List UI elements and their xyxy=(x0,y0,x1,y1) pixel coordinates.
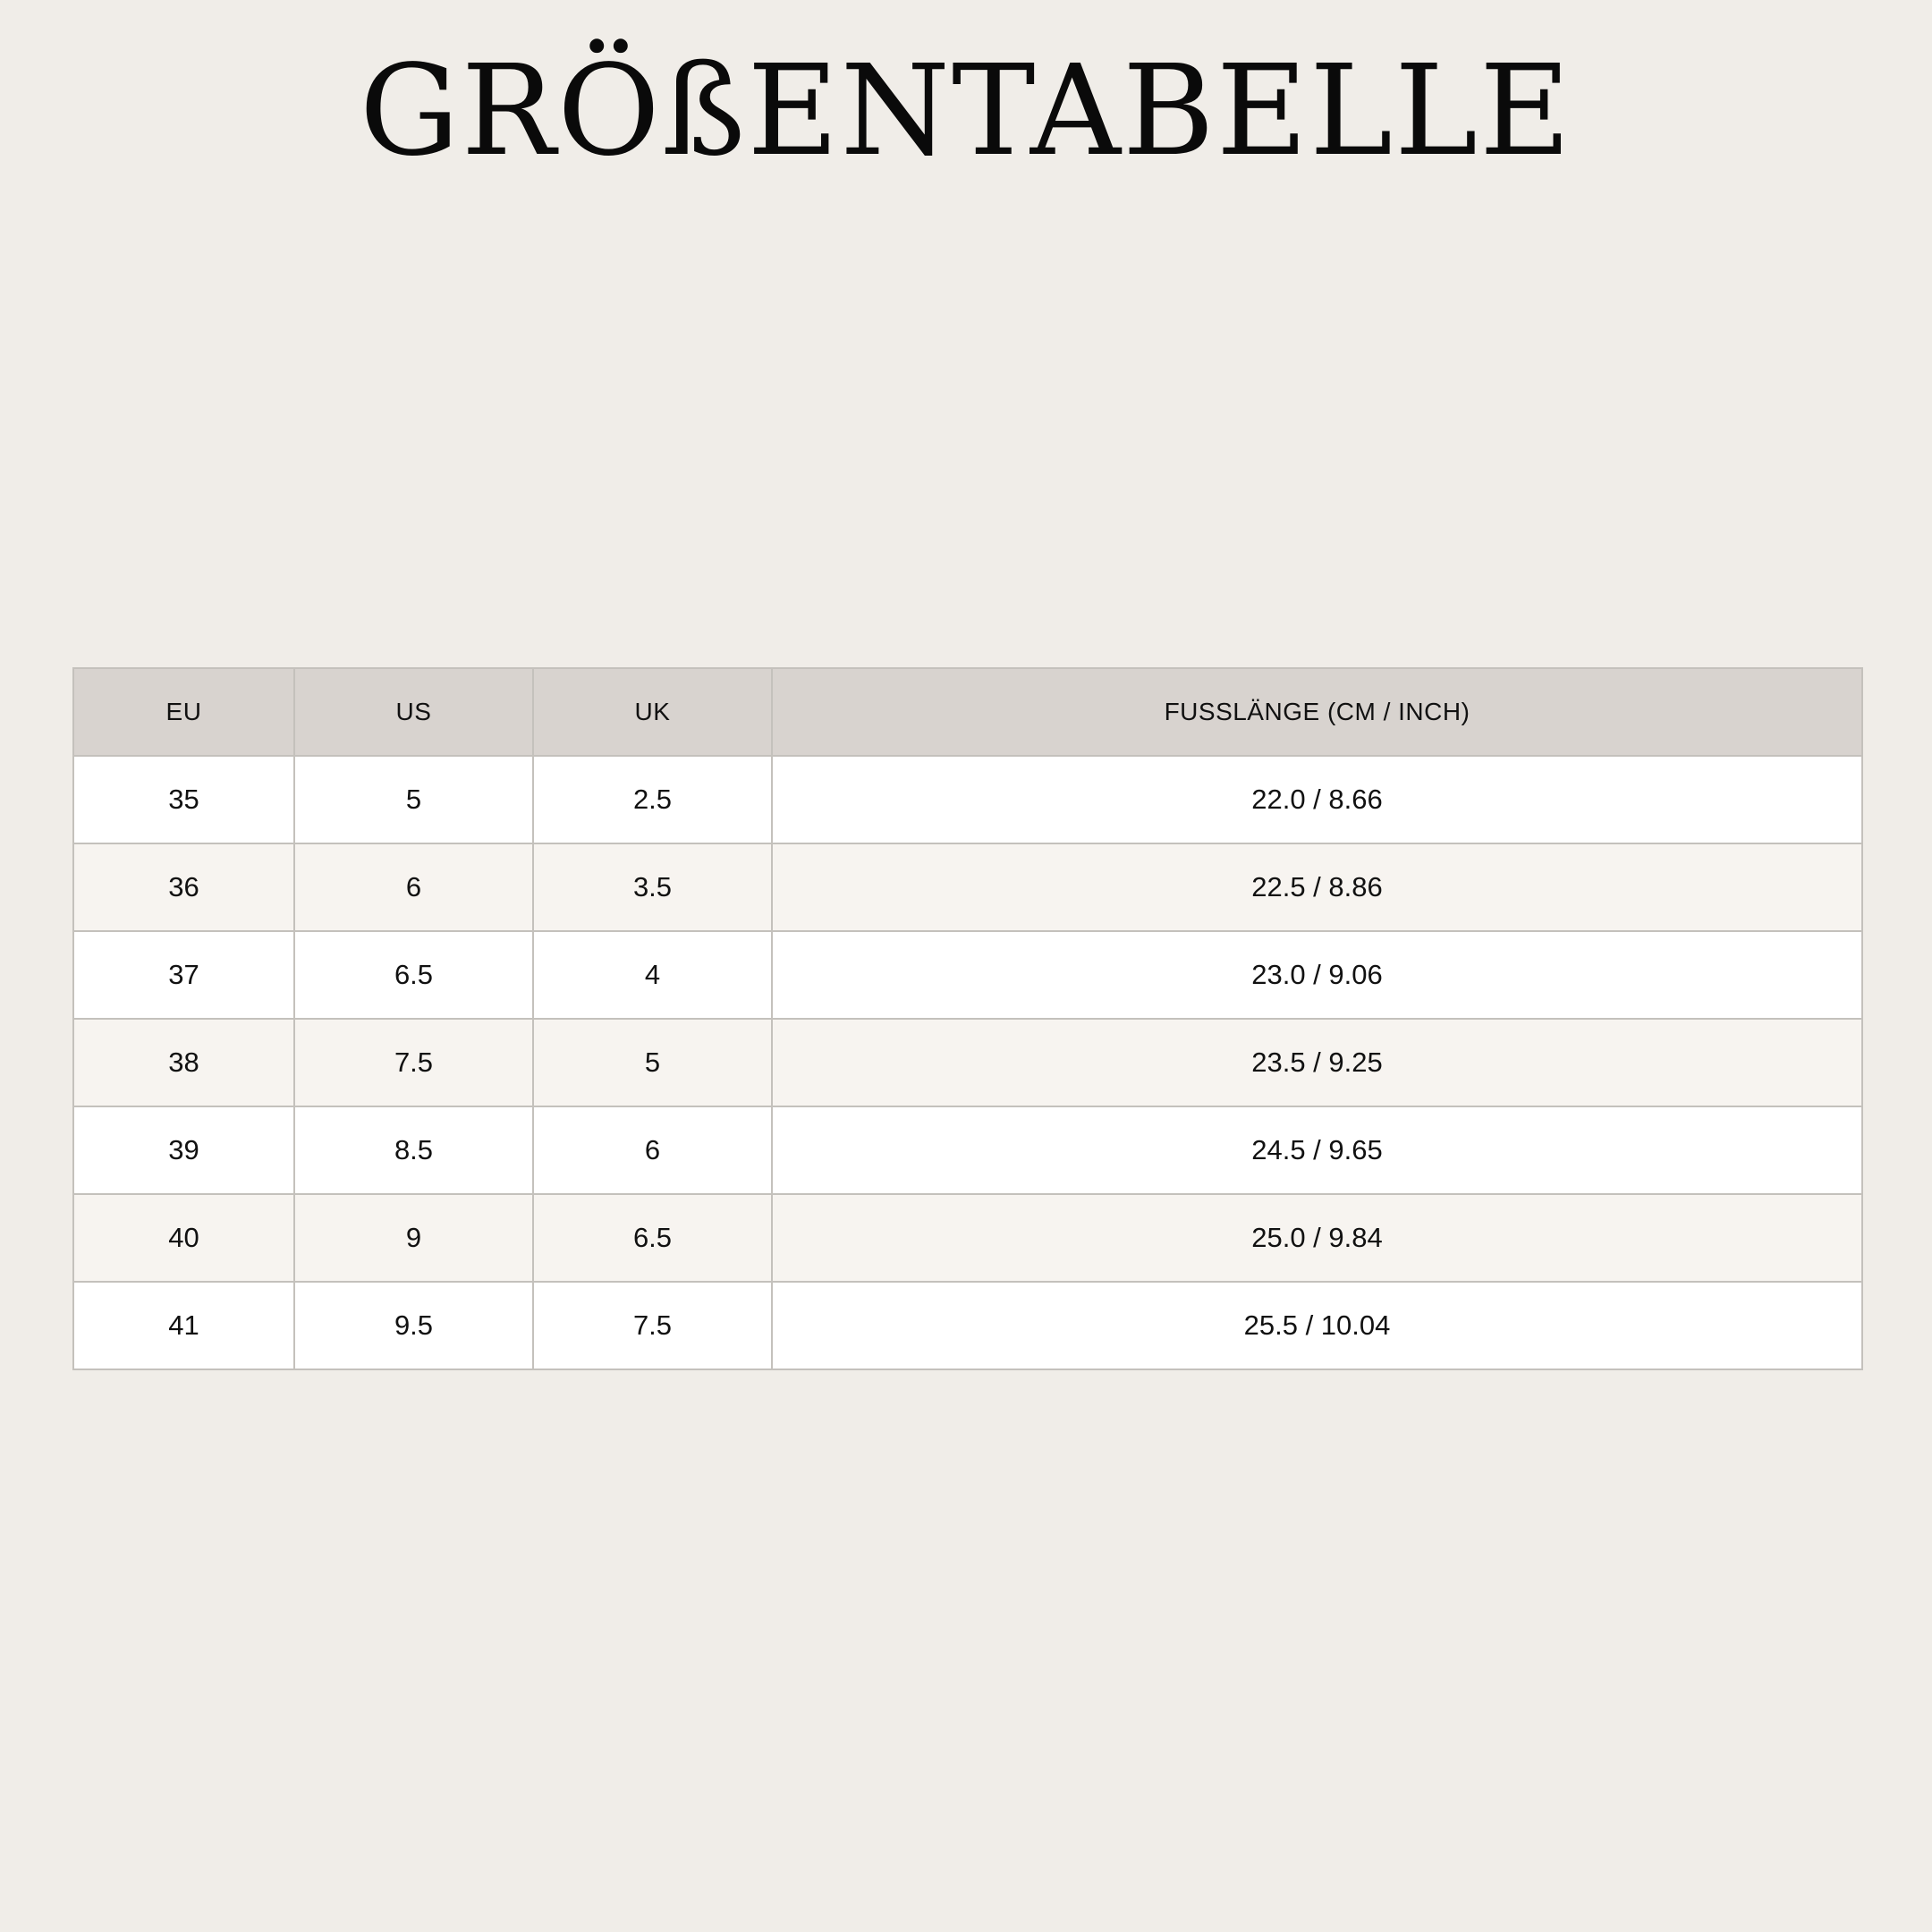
cell-uk: 7.5 xyxy=(533,1282,772,1369)
table-row xyxy=(73,756,1862,843)
cell-eu: 35 xyxy=(73,756,294,843)
cell-uk: 6.5 xyxy=(533,1194,772,1282)
cell-uk: 3.5 xyxy=(533,843,772,931)
cell-foot-length: 23.0 / 9.06 xyxy=(772,931,1862,1019)
header-uk: UK xyxy=(533,668,772,756)
cell-us: 5 xyxy=(294,756,533,843)
cell-uk: 4 xyxy=(533,931,772,1019)
cell-eu: 38 xyxy=(73,1019,294,1106)
table-row xyxy=(73,843,1862,931)
table-row xyxy=(73,1019,1862,1106)
cell-us: 8.5 xyxy=(294,1106,533,1194)
cell-eu: 41 xyxy=(73,1282,294,1369)
table-row xyxy=(73,1282,1862,1369)
header-foot-length: FUSSLÄNGE (CM / INCH) xyxy=(772,668,1862,756)
cell-us: 9 xyxy=(294,1194,533,1282)
table-row xyxy=(73,1194,1862,1282)
cell-us: 9.5 xyxy=(294,1282,533,1369)
table-row xyxy=(73,931,1862,1019)
cell-us: 6.5 xyxy=(294,931,533,1019)
cell-foot-length: 25.0 / 9.84 xyxy=(772,1194,1862,1282)
table-header-row xyxy=(73,668,1862,756)
header-eu: EU xyxy=(73,668,294,756)
size-chart-table xyxy=(72,667,1863,1370)
cell-foot-length: 24.5 / 9.65 xyxy=(772,1106,1862,1194)
cell-us: 6 xyxy=(294,843,533,931)
cell-foot-length: 23.5 / 9.25 xyxy=(772,1019,1862,1106)
header-us: US xyxy=(294,668,533,756)
cell-eu: 39 xyxy=(73,1106,294,1194)
page-title: GRÖßENTABELLE xyxy=(359,38,1573,184)
cell-eu: 37 xyxy=(73,931,294,1019)
cell-uk: 5 xyxy=(533,1019,772,1106)
cell-uk: 2.5 xyxy=(533,756,772,843)
table-row xyxy=(73,1106,1862,1194)
cell-foot-length: 25.5 / 10.04 xyxy=(772,1282,1862,1369)
cell-eu: 36 xyxy=(73,843,294,931)
cell-foot-length: 22.5 / 8.86 xyxy=(772,843,1862,931)
cell-eu: 40 xyxy=(73,1194,294,1282)
cell-us: 7.5 xyxy=(294,1019,533,1106)
cell-uk: 6 xyxy=(533,1106,772,1194)
cell-foot-length: 22.0 / 8.66 xyxy=(772,756,1862,843)
